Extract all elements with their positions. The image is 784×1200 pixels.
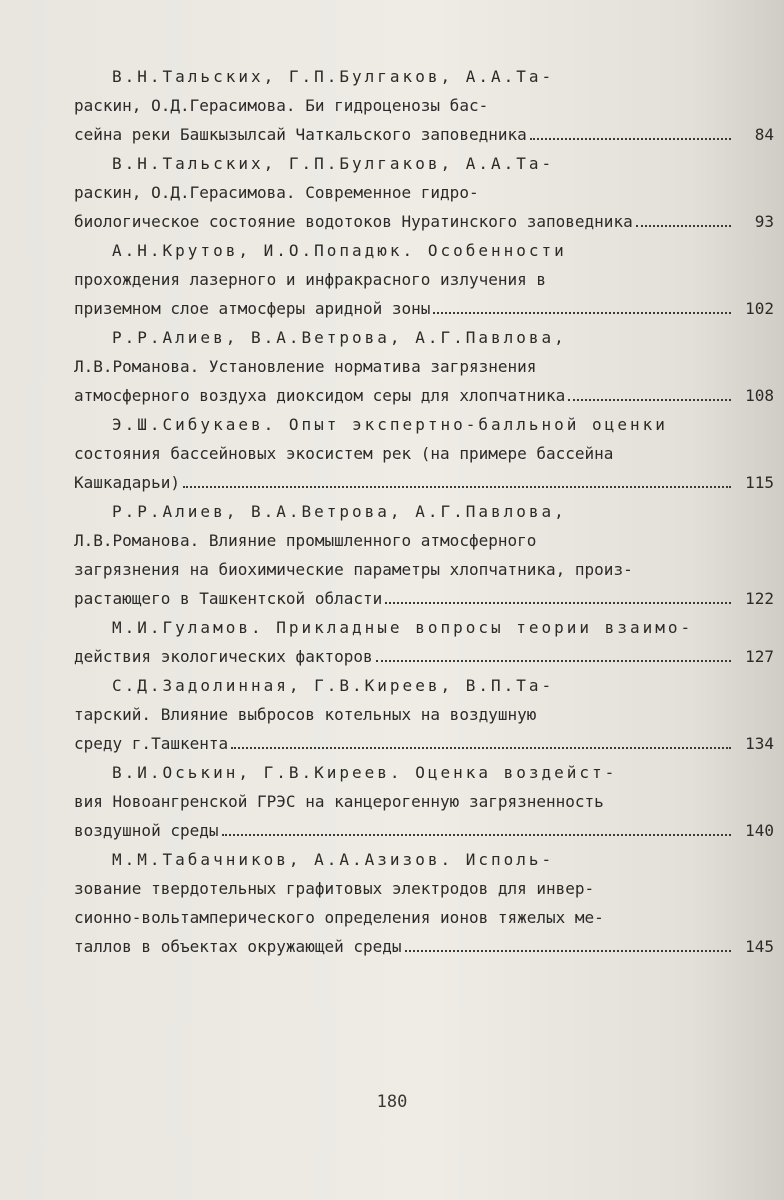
page-number: 180	[376, 1092, 408, 1112]
toc-entry-authors: Э.Ш.Сибукаев. Опыт экспертно-балльной оценки	[112, 415, 668, 434]
toc-entry-last-line	[74, 584, 774, 613]
toc-entry	[74, 758, 774, 845]
toc-entry-authors: М.И.Гуламов. Прикладные вопросы теории взаимо-	[112, 618, 694, 637]
toc-entry-text: таллов в объектах окружающей среды	[74, 937, 402, 956]
dot-leader	[222, 834, 732, 836]
toc-entry-last-line	[74, 468, 774, 497]
toc-entry-last-line	[74, 642, 774, 671]
toc-entry	[74, 845, 774, 961]
toc-entry-first-line	[74, 410, 774, 439]
toc-entry-text: среду г.Ташкента	[74, 734, 229, 753]
toc-entry-line	[74, 265, 774, 294]
toc-entry-last-line	[74, 932, 774, 961]
toc-entry	[74, 410, 774, 497]
toc-entry-last-line	[74, 207, 774, 236]
toc-entry	[74, 323, 774, 410]
toc-entry	[74, 62, 774, 149]
toc-entry-page-number: 93	[754, 212, 774, 231]
dot-leader	[636, 225, 731, 227]
toc-entry-text: вия Новоангренской ГРЭС на канцерогенную загрязненность	[74, 792, 604, 811]
toc-entry-line	[74, 526, 774, 555]
toc-entry	[74, 671, 774, 758]
toc-entry-line	[74, 352, 774, 381]
toc-entry-text: зование твердотельных графитовых электродов для инвер-	[74, 879, 595, 898]
toc-entry-text: биологическое состояние водотоков Нуратинского заповедника	[74, 212, 633, 231]
toc-entry-page-number: 145	[745, 937, 774, 956]
toc-entry	[74, 149, 774, 236]
toc-entry-authors: В.И.Оськин, Г.В.Киреев. Оценка воздейст-	[112, 763, 618, 782]
toc-entry-first-line	[74, 236, 774, 265]
toc-entry-text: загрязнения на биохимические параметры хлопчатника, произ-	[74, 560, 633, 579]
toc-entry-first-line	[74, 323, 774, 352]
toc-entry-text: атмосферного воздуха диоксидом серы для хлопчатника	[74, 386, 566, 405]
toc-entry-text: воздушной среды	[74, 821, 219, 840]
toc-entry-line	[74, 874, 774, 903]
toc-entry-last-line	[74, 729, 774, 758]
toc-entry-last-line	[74, 816, 774, 845]
toc-entry-page-number: 140	[745, 821, 774, 840]
toc-entry-last-line	[74, 381, 774, 410]
toc-entry-authors: М.М.Табачников, А.А.Азизов. Исполь-	[112, 850, 555, 869]
dot-leader	[405, 950, 731, 952]
toc-entry	[74, 497, 774, 613]
toc-entry-authors: А.Н.Крутов, И.О.Попадюк. Особенности	[112, 241, 567, 260]
toc-entry-line	[74, 439, 774, 468]
dot-leader	[433, 312, 731, 314]
toc-entry-text: сейна реки Башкызылсай Чаткальского заповедника	[74, 125, 527, 144]
dot-leader	[530, 138, 731, 140]
dot-leader	[231, 747, 731, 749]
toc-entry-page-number: 102	[745, 299, 774, 318]
toc-entry-first-line	[74, 845, 774, 874]
dot-leader	[385, 602, 731, 604]
toc-entry-authors: Р.Р.Алиев, В.А.Ветрова, А.Г.Павлова,	[112, 328, 567, 347]
dot-leader	[183, 486, 731, 488]
toc-entry-first-line	[74, 758, 774, 787]
toc-entry-page-number: 84	[754, 125, 774, 144]
toc-entry-text: растающего в Ташкентской области	[74, 589, 383, 608]
toc-entry-first-line	[74, 671, 774, 700]
dot-leader	[568, 399, 731, 401]
toc-entry-text: прохождения лазерного и инфракрасного излучения в	[74, 270, 547, 289]
toc-entry-page-number: 115	[745, 473, 774, 492]
toc-entry-page-number: 122	[745, 589, 774, 608]
toc-entry-text: сионно-вольтамперического определения ионов тяжелых ме-	[74, 908, 604, 927]
toc-entry-first-line	[74, 62, 774, 91]
toc-entry-text: состояния бассейновых экосистем рек (на примере бассейна	[74, 444, 614, 463]
toc-entry-text: раскин, О.Д.Герасимова. Современное гидро-	[74, 183, 479, 202]
toc-entry-last-line	[74, 120, 774, 149]
toc-entry-page-number: 134	[745, 734, 774, 753]
toc-entry-authors: С.Д.Задолинная, Г.В.Киреев, В.П.Та-	[112, 676, 555, 695]
table-of-contents	[74, 62, 774, 961]
toc-entry-line	[74, 178, 774, 207]
toc-entry-text: Л.В.Романова. Установление норматива загрязнения	[74, 357, 537, 376]
toc-entry-last-line	[74, 294, 774, 323]
toc-entry-first-line	[74, 497, 774, 526]
toc-entry-first-line	[74, 149, 774, 178]
toc-entry-authors: В.Н.Тальских, Г.П.Булгаков, А.А.Та-	[112, 154, 555, 173]
toc-entry-page-number: 127	[745, 647, 774, 666]
toc-entry-text: раскин, О.Д.Герасимова. Би гидроценозы бас-	[74, 96, 489, 115]
toc-entry-line	[74, 787, 774, 816]
toc-entry-text: действия экологических факторов	[74, 647, 373, 666]
toc-entry-page-number: 108	[745, 386, 774, 405]
toc-entry-line	[74, 91, 774, 120]
toc-entry-first-line	[74, 613, 774, 642]
toc-entry-text: Л.В.Романова. Влияние промышленного атмосферного	[74, 531, 537, 550]
toc-entry-line	[74, 903, 774, 932]
toc-entry-text: приземном слое атмосферы аридной зоны	[74, 299, 431, 318]
toc-entry-text: тарский. Влияние выбросов котельных на воздушную	[74, 705, 537, 724]
toc-entry-line	[74, 555, 774, 584]
toc-entry	[74, 236, 774, 323]
toc-entry-line	[74, 700, 774, 729]
toc-entry-authors: В.Н.Тальских, Г.П.Булгаков, А.А.Та-	[112, 67, 555, 86]
toc-entry	[74, 613, 774, 671]
toc-entry-text: Кашкадарьи)	[74, 473, 180, 492]
dot-leader	[376, 660, 731, 662]
toc-entry-authors: Р.Р.Алиев, В.А.Ветрова, А.Г.Павлова,	[112, 502, 567, 521]
